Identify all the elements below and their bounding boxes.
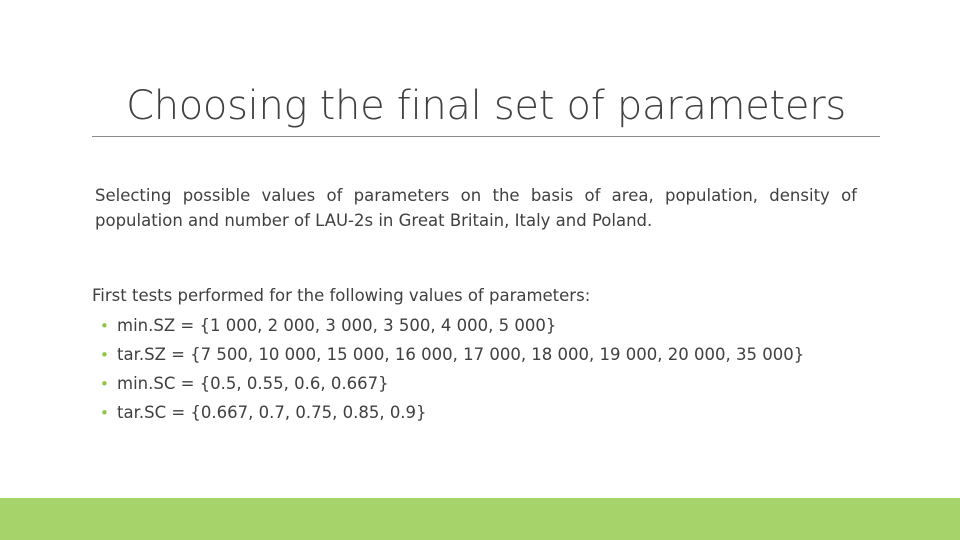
bullet-icon: • xyxy=(100,375,109,393)
list-item xyxy=(100,311,804,340)
intro-paragraph: Selecting possible values of parameters on the basis of area, population, density of population and number of LAU-2s in Great Britain, Italy and Poland. xyxy=(95,186,857,230)
tests-heading: First tests performed for the following values of parameters: xyxy=(92,286,591,305)
footer-bar xyxy=(0,498,960,540)
bullet-icon: • xyxy=(100,317,109,335)
parameter-text: tar.SZ = {7 500, 10 000, 15 000, 16 000, 17 000, 18 000, 19 000, 20 000, 35 000} xyxy=(117,345,805,364)
slide-title: Choosing the final set of parameters xyxy=(126,83,846,129)
list-item xyxy=(100,369,804,398)
title-divider xyxy=(92,136,880,137)
list-item xyxy=(100,340,804,369)
bullet-icon: • xyxy=(100,346,109,364)
parameter-text: min.SC = {0.5, 0.55, 0.6, 0.667} xyxy=(117,374,389,393)
list-item xyxy=(100,398,804,427)
bullet-icon: • xyxy=(100,404,109,422)
parameter-text: min.SZ = {1 000, 2 000, 3 000, 3 500, 4 000, 5 000} xyxy=(117,316,557,335)
parameter-list xyxy=(100,311,804,427)
parameter-text: tar.SC = {0.667, 0.7, 0.75, 0.85, 0.9} xyxy=(117,403,427,422)
